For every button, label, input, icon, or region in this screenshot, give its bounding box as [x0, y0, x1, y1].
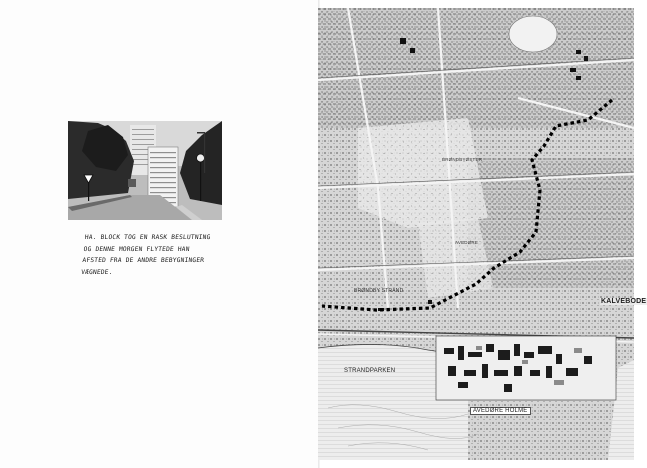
map-label-strandparken: STRANDPARKEN: [344, 368, 396, 374]
map-label-brondby-strand: BRØNDBY STRAND: [354, 288, 404, 294]
caption-line: OG DENNE MORGEN FLYTEDE HAN: [83, 245, 190, 253]
left-page: [0, 0, 318, 468]
caption-line: HA. BLOCK TOG EN RASK BESLUTNING: [84, 234, 211, 241]
caption-line: VÆGNEDE.: [80, 268, 113, 276]
handwritten-caption: [81, 232, 261, 278]
map-label-kalvebod: KALVEBODE: [601, 298, 647, 305]
map-label-brondbyoster: BRØNDBYØSTER: [442, 157, 483, 162]
map-label-avedore-holme: AVEDØRE HOLME: [470, 407, 531, 415]
street-photo: [68, 121, 222, 220]
caption-line: AFSTED FRA DE ANDRE BEBYGNINGER: [82, 257, 205, 264]
city-map: [318, 8, 647, 460]
map-label-avedore: AVEDØRE: [455, 240, 479, 245]
